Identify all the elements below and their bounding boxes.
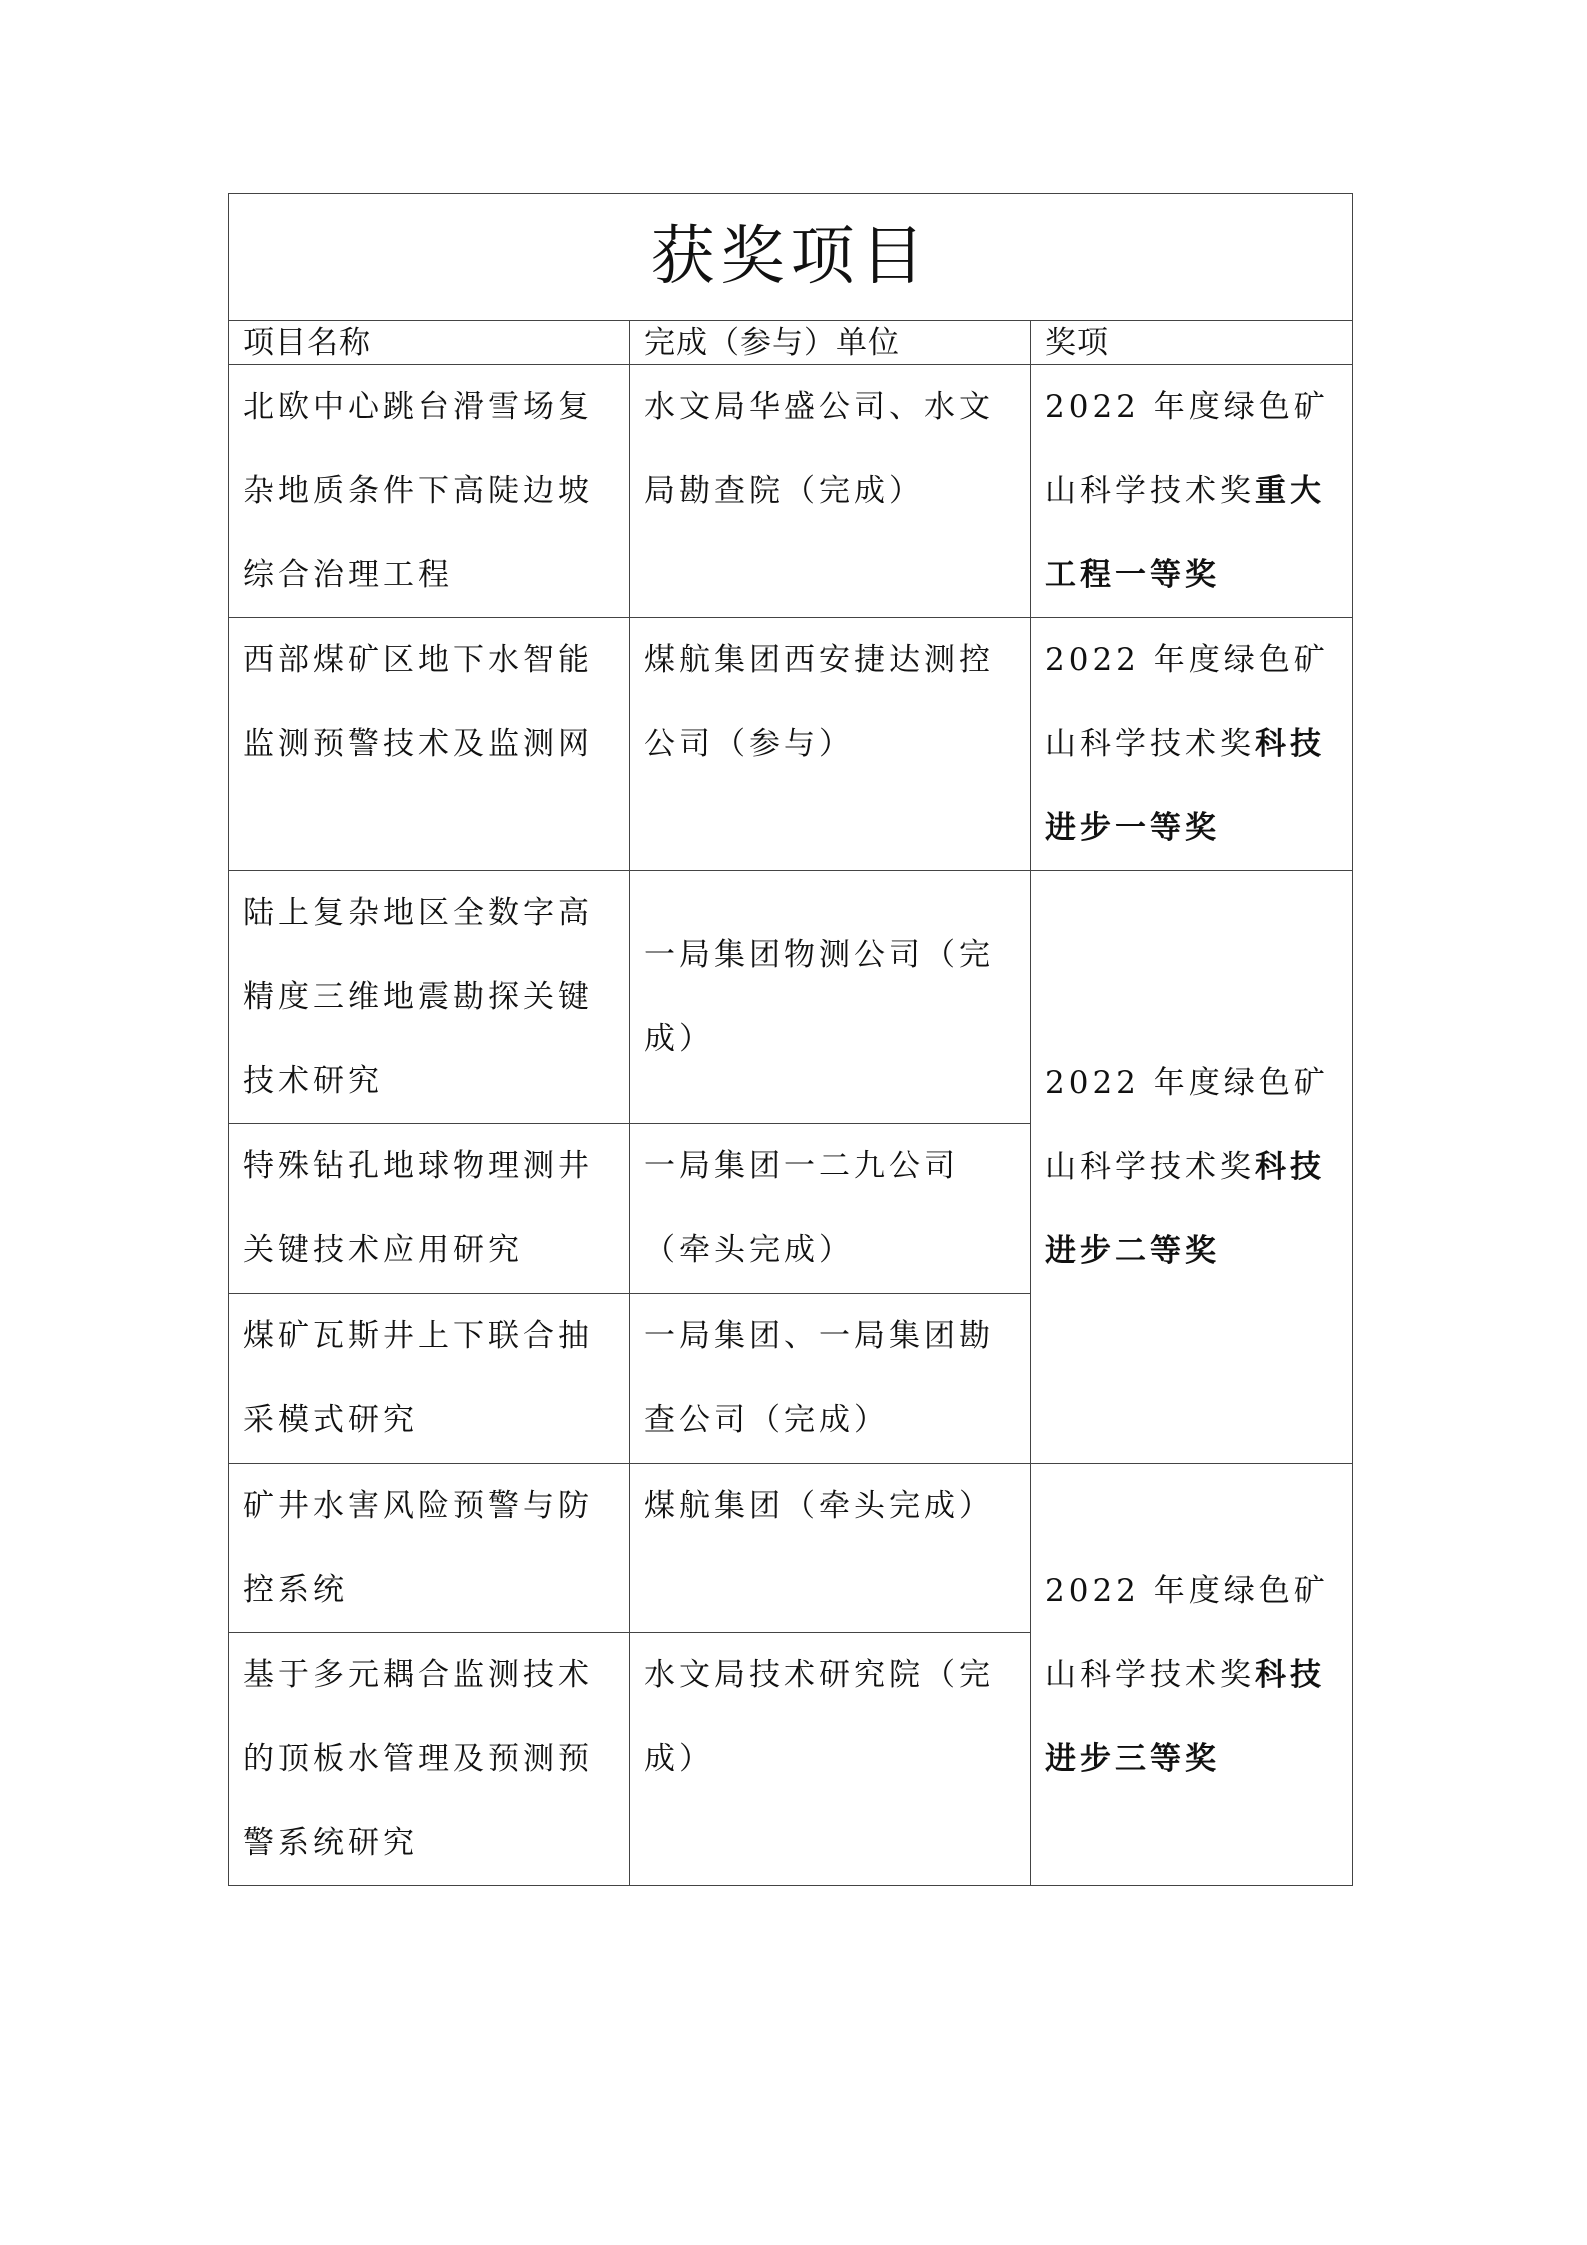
- table-row: [229, 871, 1353, 1124]
- award-prefix: 2022 年度绿色矿山科学技术奖: [1045, 642, 1329, 762]
- project-name: 陆上复杂地区全数字高精度三维地震勘探关键技术研究: [229, 871, 630, 1124]
- unit-name: 一局集团、一局集团勘查公司（完成）: [630, 1294, 1031, 1464]
- award-level: 科技进步二等奖: [1045, 1149, 1325, 1269]
- title-row: [229, 194, 1353, 321]
- unit-name: 一局集团一二九公司（牵头完成）: [630, 1124, 1031, 1294]
- award-level: 重大工程一等奖: [1045, 473, 1325, 593]
- award-level: 科技进步三等奖: [1045, 1656, 1325, 1777]
- unit-name: 煤航集团西安捷达测控公司（参与）: [630, 618, 1031, 871]
- award-cell: [1031, 618, 1353, 871]
- award-cell: [1031, 871, 1353, 1464]
- unit-name: 煤航集团（牵头完成）: [630, 1464, 1031, 1633]
- award-table: [228, 193, 1353, 1886]
- unit-name: 水文局华盛公司、水文局勘查院（完成）: [630, 365, 1031, 618]
- project-name: 西部煤矿区地下水智能监测预警技术及监测网: [229, 618, 630, 871]
- header-award: 奖项: [1031, 321, 1353, 365]
- project-name: 煤矿瓦斯井上下联合抽采模式研究: [229, 1294, 630, 1464]
- unit-name: 一局集团物测公司（完成）: [630, 871, 1031, 1124]
- unit-name: 水文局技术研究院（完成）: [630, 1633, 1031, 1886]
- award-prefix: 2022 年度绿色矿山科学技术奖: [1045, 1572, 1329, 1693]
- table-row: [229, 1464, 1353, 1633]
- award-prefix: 2022 年度绿色矿山科学技术奖: [1045, 1065, 1329, 1185]
- header-row: [229, 321, 1353, 365]
- award-cell: [1031, 1464, 1353, 1886]
- award-cell: [1031, 365, 1353, 618]
- project-name: 基于多元耦合监测技术的顶板水管理及预测预警系统研究: [229, 1633, 630, 1886]
- table-row: [229, 618, 1353, 871]
- header-project-name: 项目名称: [229, 321, 630, 365]
- project-name: 北欧中心跳台滑雪场复杂地质条件下高陡边坡综合治理工程: [229, 365, 630, 618]
- award-prefix: 2022 年度绿色矿山科学技术奖: [1045, 389, 1329, 509]
- award-level: 科技进步一等奖: [1045, 726, 1325, 846]
- project-name: 矿井水害风险预警与防控系统: [229, 1464, 630, 1633]
- project-name: 特殊钻孔地球物理测井关键技术应用研究: [229, 1124, 630, 1294]
- header-unit: 完成（参与）单位: [630, 321, 1031, 365]
- table-row: [229, 365, 1353, 618]
- table-title: 获奖项目: [229, 194, 1353, 321]
